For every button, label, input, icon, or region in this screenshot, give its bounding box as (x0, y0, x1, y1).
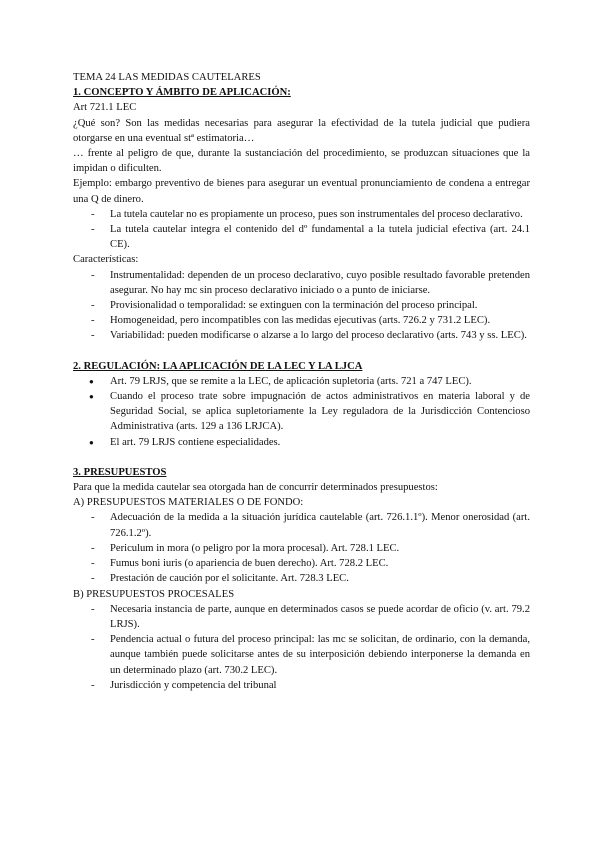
list-item: - Periculum in mora (o peligro por la mora procesal). Art. 728.1 LEC. (73, 541, 530, 556)
s3-subheading-a: A) PRESUPUESTOS MATERIALES O DE FONDO: (73, 497, 304, 509)
list-item: - Pendencia actual o futura del proceso principal: las mc se solicitan, de ordinario, con la demanda, aunque también puede solicitarse antes de su interposición debiendo interponerse la demanda en un determinado plazo (art. 730.2 LEC). (73, 632, 530, 678)
s1-paragraph-1: Art 721.1 LEC (73, 102, 137, 114)
s1-list-2 (73, 268, 530, 344)
s1-list-1 (73, 207, 530, 253)
s3-list-a (73, 510, 530, 586)
characteristics-label: Características: (73, 254, 139, 266)
list-item: - Homogeneidad, pero incompatibles con las medidas ejecutivas (arts. 726.2 y 731.2 LEC). (73, 313, 530, 328)
list-item: - Variabilidad: pueden modificarse o alzarse a lo largo del proceso declarativo (arts. 743 y ss. LEC). (73, 328, 530, 343)
list-item: - Instrumentalidad: dependen de un proceso declarativo, cuyo posible resultado favorable pretenden asegurar. No hay mc sin proceso declarativo iniciado o a punto de iniciarse. (73, 268, 530, 298)
s3-intro: Para que la medida cautelar sea otorgada han de concurrir determinados presupuestos: (73, 482, 438, 494)
s2-list (73, 374, 530, 450)
list-item: - Adecuación de la medida a la situación jurídica cautelable (art. 726.1.1º). Menor onerosidad (art. 726.1.2º). (73, 510, 530, 540)
spacer (73, 450, 530, 465)
document-title: TEMA 24 LAS MEDIDAS CAUTELARES (73, 72, 261, 83)
document-page (73, 70, 530, 693)
list-item: - Prestación de caución por el solicitante. Art. 728.3 LEC. (73, 571, 530, 586)
s1-paragraph-4: Ejemplo: embargo preventivo de bienes para asegurar un eventual pronunciamiento de condena a entregar una Q de dinero. (73, 178, 530, 205)
spacer (73, 344, 530, 359)
section-1-heading: 1. CONCEPTO Y ÁMBITO DE APLICACIÓN: (73, 87, 291, 99)
list-item: ● Art. 79 LRJS, que se remite a la LEC, de aplicación supletoria (arts. 721 a 747 LEC). (73, 374, 530, 389)
list-item: - La tutela cautelar integra el contenido del dº fundamental a la tutela judicial efectiva (art. 24.1 CE). (73, 222, 530, 252)
s3-subheading-b: B) PRESUPUESTOS PROCESALES (73, 588, 235, 600)
section-3-heading: 3. PRESUPUESTOS (73, 466, 167, 478)
list-item: ● El art. 79 LRJS contiene especialidades. (73, 435, 530, 450)
list-item: ● Cuando el proceso trate sobre impugnación de actos administrativos en materia laboral y de Seguridad Social, se aplica supletoriamente la Ley reguladora de la Jurisdicción Contencioso Administrativa (arts. 129 a 136 LRJCA). (73, 389, 530, 435)
section-2-heading: 2. REGULACIÓN: LA APLICACIÓN DE LA LEC Y LA LJCA (73, 360, 363, 372)
list-item: - Fumus boni iuris (o apariencia de buen derecho). Art. 728.2 LEC. (73, 556, 530, 571)
list-item: - Necesaria instancia de parte, aunque en determinados casos se puede acordar de oficio (v. art. 79.2 LRJS). (73, 602, 530, 632)
s1-paragraph-3: … frente al peligro de que, durante la sustanciación del procedimiento, se produzcan situaciones que la impidan o dificulten. (73, 148, 530, 175)
list-item: - La tutela cautelar no es propiamente un proceso, pues son instrumentales del proceso declarativo. (73, 207, 530, 222)
s3-list-b (73, 602, 530, 693)
s1-paragraph-2: ¿Qué son? Son las medidas necesarias para asegurar la efectividad de la tutela judicial que pudiera otorgarse en una eventual stª estimatoria… (73, 117, 530, 144)
list-item: - Jurisdicción y competencia del tribunal (73, 678, 530, 693)
list-item: - Provisionalidad o temporalidad: se extinguen con la terminación del proceso principal. (73, 298, 530, 313)
